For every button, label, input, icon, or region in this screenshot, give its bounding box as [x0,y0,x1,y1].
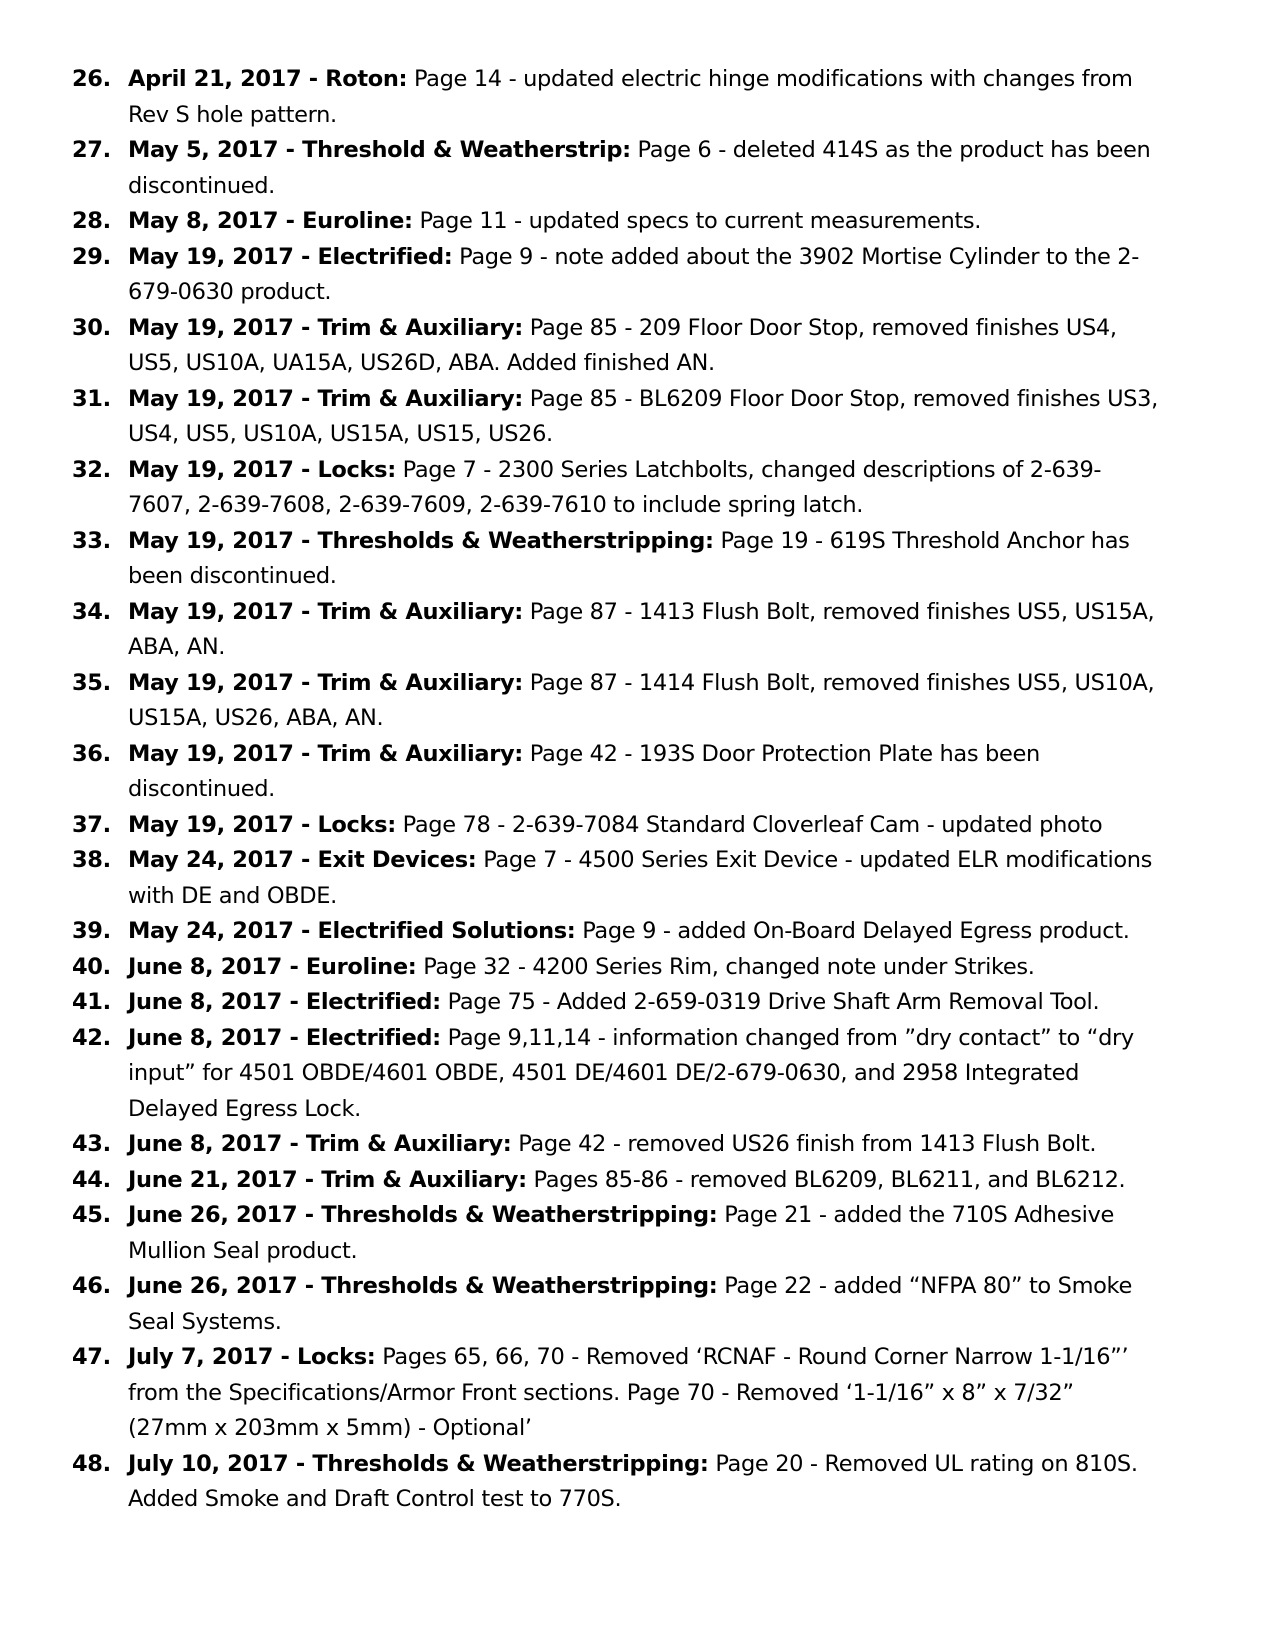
list-item [72,1447,1158,1518]
item-number: 36. [72,740,111,767]
item-heading: May 19, 2017 - Trim & Auxiliary: [128,669,523,696]
item-text: Page 85 - BL6209 Floor Door Stop, removed finishes US3, US4, US5, US10A, US15A, US15, US26. [128,385,1158,447]
item-number: 26. [72,66,111,92]
item-heading: June 21, 2017 - Trim & Auxiliary: [128,1166,527,1193]
item-number: 32. [72,456,111,483]
item-number: 37. [72,811,111,838]
item-text: Page 42 - 193S Door Protection Plate has been discontinued. [128,740,1040,802]
item-text: Page 20 - Removed UL rating on 810S. Added Smoke and Draft Control test to 770S. [128,1450,1138,1512]
revision-list [0,62,1275,1518]
list-item [72,950,1158,986]
item-text: Page 19 - 619S Threshold Anchor has been discontinued. [128,527,1130,589]
item-heading: May 19, 2017 - Trim & Auxiliary: [128,385,523,412]
item-text: Page 7 - 4500 Series Exit Device - updated ELR modifications with DE and OBDE. [128,847,1153,909]
item-heading: July 10, 2017 - Thresholds & Weatherstripping: [128,1450,709,1477]
list-item [72,382,1158,453]
item-number: 44. [72,1166,111,1193]
item-text: Page 75 - Added 2-659-0319 Drive Shaft Arm Removal Tool. [440,989,1100,1015]
item-number: 46. [72,1273,111,1299]
list-item [72,204,1158,240]
item-number: 45. [72,1202,111,1228]
item-text: Page 32 - 4200 Series Rim, changed note under Strikes. [416,953,1035,980]
item-heading: May 19, 2017 - Trim & Auxiliary: [128,598,523,625]
item-number: 29. [72,243,111,270]
item-number: 28. [72,208,111,234]
item-number: 40. [72,953,111,980]
item-text: Page 87 - 1414 Flush Bolt, removed finishes US5, US10A, US15A, US26, ABA, AN. [128,669,1155,731]
item-text: Page 7 - 2300 Series Latchbolts, changed descriptions of 2-639-7607, 2-639-7608, 2-639-7609, 2-639-7610 to include spring latch. [128,456,1102,518]
item-text: Page 6 - deleted 414S as the product has been discontinued. [128,137,1151,199]
list-item [72,1127,1158,1163]
item-text: Page 85 - 209 Floor Door Stop, removed finishes US4, US5, US10A, UA15A, US26D, ABA. Added finished AN. [128,314,1117,376]
item-text: Page 22 - added “NFPA 80” to Smoke Seal Systems. [128,1273,1132,1335]
item-heading: May 24, 2017 - Electrified Solutions: [128,918,576,944]
list-item [72,985,1158,1021]
item-heading: May 5, 2017 - Threshold & Weatherstrip: [128,137,631,163]
item-text: Page 9,11,14 - information changed from ”dry contact” to “dry input” for 4501 OBDE/4601 OBDE, 4501 DE/4601 DE/2-679-0630, and 2958 Integrated Delayed Egress Lock. [128,1024,1134,1122]
item-text: Pages 85-86 - removed BL6209, BL6211, and BL6212. [526,1166,1126,1193]
item-number: 43. [72,1131,111,1157]
item-text: Page 87 - 1413 Flush Bolt, removed finishes US5, US15A, ABA, AN. [128,598,1155,660]
item-heading: June 8, 2017 - Electrified: [128,989,441,1015]
item-text: Page 11 - updated specs to current measurements. [412,208,982,234]
list-item [72,240,1158,311]
item-text: Page 42 - removed US26 finish from 1413 Flush Bolt. [511,1131,1097,1157]
item-text: Page 78 - 2-639-7084 Standard Cloverleaf Cam - updated photo [395,811,1103,838]
item-heading: May 19, 2017 - Locks: [128,456,396,483]
item-number: 47. [72,1344,111,1370]
list-item [72,1340,1158,1447]
list-item [72,62,1158,133]
item-heading: May 19, 2017 - Thresholds & Weatherstripping: [128,527,714,554]
item-heading: May 8, 2017 - Euroline: [128,208,413,234]
item-text: Pages 65, 66, 70 - Removed ‘RCNAF - Round Corner Narrow 1-1/16”’ from the Specifications/Armor Front sections. Page 70 - Removed ‘1-1/16” x 8” x 7/32” (27mm x 203mm x 5mm) - Optional’ [128,1344,1129,1441]
list-item [72,1269,1158,1340]
item-number: 34. [72,598,111,625]
item-number: 33. [72,527,111,554]
item-heading: April 21, 2017 - Roton: [128,66,408,92]
item-text: Page 14 - updated electric hinge modifications with changes from Rev S hole pattern. [128,66,1133,128]
list-item [72,595,1158,666]
item-number: 38. [72,847,111,873]
item-heading: June 8, 2017 - Trim & Auxiliary: [128,1131,512,1157]
item-heading: May 19, 2017 - Trim & Auxiliary: [128,314,523,341]
list-item [72,1021,1158,1128]
list-item [72,524,1158,595]
list-item [72,311,1158,382]
list-item [72,808,1158,844]
item-number: 39. [72,918,111,944]
item-number: 35. [72,669,111,696]
item-text: Page 9 - note added about the 3902 Mortise Cylinder to the 2-679-0630 product. [128,243,1139,305]
item-text: Page 21 - added the 710S Adhesive Mullion Seal product. [128,1202,1114,1264]
item-number: 41. [72,989,111,1015]
list-item [72,1198,1158,1269]
item-heading: June 26, 2017 - Thresholds & Weatherstripping: [128,1273,718,1299]
item-text: Page 9 - added On-Board Delayed Egress product. [575,918,1130,944]
item-number: 31. [72,385,111,412]
item-heading: June 8, 2017 - Electrified: [128,1024,441,1051]
list-item [72,914,1158,950]
list-item [72,453,1158,524]
item-number: 48. [72,1450,111,1477]
list-item [72,133,1158,204]
list-item [72,1163,1158,1199]
list-item [72,843,1158,914]
item-heading: May 19, 2017 - Locks: [128,811,396,838]
list-item [72,737,1158,808]
item-heading: June 8, 2017 - Euroline: [128,953,417,980]
item-number: 27. [72,137,111,163]
item-heading: May 19, 2017 - Trim & Auxiliary: [128,740,523,767]
item-heading: June 26, 2017 - Thresholds & Weatherstripping: [128,1202,718,1228]
item-heading: May 19, 2017 - Electrified: [128,243,453,270]
item-heading: July 7, 2017 - Locks: [128,1344,376,1370]
list-item [72,666,1158,737]
item-heading: May 24, 2017 - Exit Devices: [128,847,477,873]
item-number: 30. [72,314,111,341]
item-number: 42. [72,1024,111,1051]
